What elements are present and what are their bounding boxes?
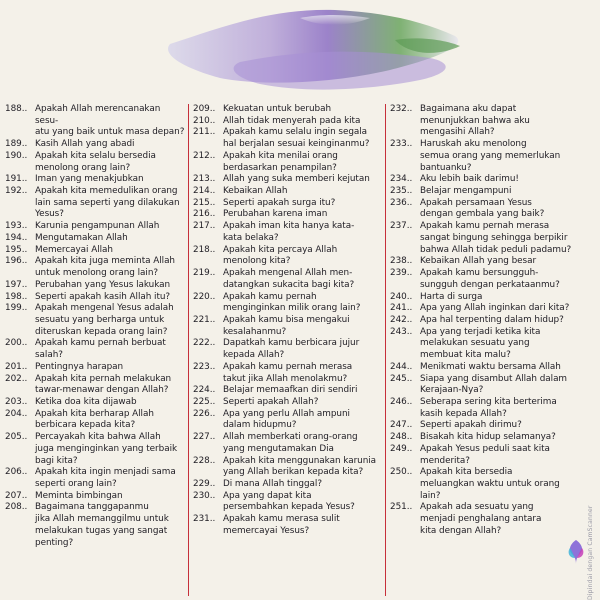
question-text: Allah memberkati orang-orang yang mengutamakan Dia — [223, 432, 358, 454]
question-number: 203.. — [5, 396, 28, 407]
question-number: 240.. — [390, 291, 413, 302]
question-number: 242.. — [390, 314, 413, 325]
question-number: 194.. — [5, 232, 28, 243]
question-item — [390, 292, 586, 304]
question-number: 238.. — [390, 256, 413, 267]
question-text: Seperti apakah kasih Allah itu? — [35, 291, 171, 302]
question-text: Memercayai Allah — [35, 244, 113, 255]
question-number: 202.. — [5, 373, 28, 384]
question-item — [390, 420, 586, 432]
question-item — [5, 151, 186, 174]
question-item — [5, 362, 186, 374]
question-number: 222.. — [193, 338, 216, 349]
question-number: 235.. — [390, 186, 413, 197]
question-number: 197.. — [5, 279, 28, 290]
question-number: 210.. — [193, 115, 216, 126]
question-text: Di mana Allah tinggal? — [223, 479, 322, 489]
question-item — [193, 245, 381, 268]
question-text: Apakah kita bersedia meluangkan waktu untuk orang lain? — [420, 467, 560, 501]
question-item — [5, 104, 186, 139]
question-number: 224.. — [193, 385, 216, 396]
question-item — [193, 104, 381, 116]
question-number: 234.. — [390, 174, 413, 185]
question-text: Apakah kita juga meminta Allah untuk menolong orang lain? — [35, 256, 175, 279]
question-item — [193, 385, 381, 397]
question-number: 211.. — [193, 127, 216, 138]
question-item — [193, 338, 381, 361]
question-number: 188.. — [5, 104, 28, 114]
question-text: Perubahan yang Yesus lakukan — [35, 279, 171, 290]
question-text: Apakah kamu pernah berbuat salah? — [35, 338, 166, 361]
question-number: 195.. — [5, 244, 28, 255]
question-number: 241.. — [390, 303, 413, 314]
question-text: Apakah mengenal Yesus adalah sesuatu yang berharga untuk diteruskan kepada orang lain? — [35, 303, 174, 337]
question-item — [193, 151, 381, 174]
question-text: Seperti apakah surga itu? — [223, 197, 336, 208]
question-item — [5, 186, 186, 221]
question-number: 200.. — [5, 338, 28, 349]
camscanner-logo-icon — [566, 538, 586, 566]
question-item — [390, 327, 586, 362]
question-item — [390, 174, 586, 186]
question-text: Apa yang Allah inginkan dari kita? — [420, 303, 570, 314]
question-text: Apa hal terpenting dalam hidup? — [420, 314, 564, 325]
question-item — [5, 409, 186, 432]
question-text: Meminta bimbingan — [35, 490, 123, 501]
question-item — [390, 139, 586, 174]
question-text: Apakah kamu bersungguh- sungguh dengan perkataanmu? — [420, 268, 560, 290]
question-number: 190.. — [5, 150, 28, 161]
question-item — [390, 467, 586, 502]
question-number: 207.. — [5, 490, 28, 501]
question-text: Apa yang perlu Allah ampuni dalam hidupmu? — [223, 408, 350, 431]
question-number: 236.. — [390, 197, 413, 208]
question-text: Dapatkah kamu berbicara jujur kepada Allah? — [223, 338, 360, 361]
question-item — [5, 245, 186, 257]
question-number: 229.. — [193, 479, 216, 489]
question-text: Seperti apakah Allah? — [223, 396, 319, 407]
question-number: 230.. — [193, 490, 216, 501]
question-item — [193, 127, 381, 150]
question-number: 216.. — [193, 209, 216, 220]
question-item — [390, 256, 586, 268]
question-item — [193, 397, 381, 409]
question-number: 196.. — [5, 256, 28, 267]
question-number: 198.. — [5, 291, 28, 302]
question-item — [390, 362, 586, 374]
question-text: Apakah kita percaya Allah menolong kita? — [223, 244, 338, 267]
question-item — [5, 397, 186, 409]
question-text: Percayakah kita bahwa Allah juga menginginkan yang terbaik bagi kita? — [35, 432, 178, 466]
question-item — [5, 491, 186, 503]
question-item — [5, 280, 186, 292]
question-number: 249.. — [390, 443, 413, 454]
question-text: Apakah mengenal Allah men- datangkan sukacita bagi kita? — [223, 268, 355, 290]
question-text: Bisakah kita hidup selamanya? — [420, 432, 556, 443]
question-item — [5, 374, 186, 397]
question-text: Apakah kamu pernah merasa takut jika Allah menolakmu? — [223, 361, 353, 384]
question-item — [5, 221, 186, 233]
question-text: Allah tidak menyerah pada kita — [223, 115, 361, 126]
header-illustration — [0, 0, 600, 100]
question-number: 201.. — [5, 361, 28, 372]
question-text: Iman yang menakjubkan — [35, 174, 144, 185]
question-text: Apakah kita memedulikan orang lain sama seperti yang dilakukan Yesus? — [35, 186, 180, 220]
question-item — [390, 221, 586, 256]
question-text: Apakah kita selalu bersedia menolong orang lain? — [35, 150, 156, 173]
question-item — [193, 491, 381, 514]
question-text: Apa yang terjadi ketika kita melakukan sesuatu yang membuat kita malu? — [420, 326, 541, 361]
question-number: 219.. — [193, 268, 216, 279]
question-text: Harta di surga — [420, 291, 483, 302]
question-number: 214.. — [193, 186, 216, 197]
question-item — [5, 233, 186, 245]
question-text: Apakah kita pernah melakukan tawar-menawar dengan Allah? — [35, 373, 172, 396]
question-number: 212.. — [193, 150, 216, 161]
question-item — [390, 303, 586, 315]
question-number: 239.. — [390, 268, 413, 279]
question-text: Apakah kamu pernah merasa sangat bingung sehingga berpikir bahwa Allah tidak peduli padamu? — [420, 221, 572, 255]
question-text: Apakah kita berharap Allah berbicara kepada kita? — [35, 408, 154, 431]
question-text: Apakah Allah merencanakan sesu- atu yang baik untuk masa depan? — [35, 104, 185, 138]
question-column-3 — [390, 104, 586, 596]
question-item — [390, 198, 586, 221]
question-text: Apa yang dapat kita persembahkan kepada Yesus? — [223, 490, 355, 513]
question-item — [390, 186, 586, 198]
question-item — [193, 456, 381, 479]
question-number: 227.. — [193, 432, 216, 443]
question-number: 248.. — [390, 432, 413, 443]
question-number: 232.. — [390, 104, 413, 114]
question-text: Karunia pengampunan Allah — [35, 221, 160, 232]
question-text: Apakah kita menggunakan karunia yang Allah berikan kepada kita? — [223, 455, 377, 478]
question-text: Apakah kamu merasa sulit memercayai Yesus? — [223, 514, 340, 536]
question-number: 192.. — [5, 186, 28, 197]
question-text: Mengutamakan Allah — [35, 232, 128, 243]
question-number: 217.. — [193, 221, 216, 232]
question-item — [193, 186, 381, 198]
question-number: 244.. — [390, 361, 413, 372]
question-text: Menikmati waktu bersama Allah — [420, 361, 561, 372]
question-item — [390, 268, 586, 291]
question-item — [193, 514, 381, 537]
question-text: Siapa yang disambut Allah dalam Kerajaan-Nya? — [420, 373, 568, 396]
question-number: 226.. — [193, 408, 216, 419]
question-item — [193, 268, 381, 291]
question-text: Bagaimana aku dapat menunjukkan bahwa aku mengasihi Allah? — [420, 104, 530, 138]
column-divider — [385, 104, 386, 596]
question-number: 218.. — [193, 244, 216, 255]
question-item — [390, 374, 586, 397]
question-item — [5, 338, 186, 361]
question-item — [5, 139, 186, 151]
question-number: 233.. — [390, 139, 413, 150]
question-number: 237.. — [390, 221, 413, 232]
question-text: Pentingnya harapan — [35, 361, 124, 372]
question-text: Apakah iman kita hanya kata- kata belaka? — [223, 221, 355, 243]
question-item — [390, 397, 586, 420]
question-number: 228.. — [193, 455, 216, 466]
question-number: 199.. — [5, 303, 28, 314]
question-number: 208.. — [5, 502, 28, 513]
question-text: Kebaikan Allah yang besar — [420, 256, 537, 267]
question-item — [5, 256, 186, 279]
question-number: 215.. — [193, 197, 216, 208]
question-number: 231.. — [193, 514, 216, 525]
question-item — [193, 409, 381, 432]
question-text: Perubahan karena iman — [223, 209, 328, 220]
question-text: Apakah Yesus peduli saat kita menderita? — [420, 443, 550, 466]
question-number: 204.. — [5, 408, 28, 419]
question-number: 245.. — [390, 373, 413, 384]
question-number: 250.. — [390, 467, 413, 478]
question-text: Belajar memaafkan diri sendiri — [223, 385, 358, 396]
question-text: Kebaikan Allah — [223, 186, 288, 197]
question-text: Allah yang suka memberi kejutan — [223, 174, 370, 185]
question-number: 189.. — [5, 139, 28, 150]
question-number: 213.. — [193, 174, 216, 185]
question-column-1 — [5, 104, 186, 596]
question-item — [193, 221, 381, 244]
question-number: 205.. — [5, 432, 28, 443]
column-divider — [188, 104, 189, 596]
question-text: Apakah kamu bisa mengakui kesalahanmu? — [223, 314, 350, 337]
question-text: Kasih Allah yang abadi — [35, 139, 135, 150]
question-text: Aku lebih baik darimu! — [420, 174, 519, 185]
question-item — [5, 174, 186, 186]
question-item — [193, 479, 381, 491]
question-item — [5, 292, 186, 304]
question-text: Apakah kamu pernah menginginkan milik orang lain? — [223, 291, 361, 314]
question-text: Apakah kita menilai orang berdasarkan penampilan? — [223, 150, 338, 173]
question-text: Apakah ada sesuatu yang menjadi penghalang antara kita dengan Allah? — [420, 502, 542, 536]
question-item — [5, 467, 186, 490]
question-item — [390, 502, 586, 537]
question-item — [193, 116, 381, 128]
question-item — [193, 174, 381, 186]
question-text: Kekuatan untuk berubah — [223, 104, 332, 114]
question-column-2 — [193, 104, 381, 596]
question-number: 191.. — [5, 174, 28, 185]
question-item — [193, 292, 381, 315]
question-number: 221.. — [193, 314, 216, 325]
question-text: Apakah persamaan Yesus dengan gembala yang baik? — [420, 197, 545, 220]
question-item — [390, 315, 586, 327]
question-text: Bagaimana tanggapanmu jika Allah memanggilmu untuk melakukan tugas yang sangat penting? — [35, 502, 169, 548]
question-number: 225.. — [193, 396, 216, 407]
question-number: 193.. — [5, 221, 28, 232]
question-item — [5, 502, 186, 549]
question-number: 243.. — [390, 326, 413, 337]
scanner-watermark: Dipindai dengan CamScanner — [587, 505, 594, 600]
question-number: 246.. — [390, 396, 413, 407]
question-text: Seperti apakah dirimu? — [420, 420, 522, 431]
question-text: Ketika doa kita dijawab — [35, 396, 137, 407]
question-item — [390, 432, 586, 444]
question-item — [5, 303, 186, 338]
question-item — [5, 432, 186, 467]
question-text: Apakah kamu selalu ingin segala hal berjalan sesuai keinginanmu? — [223, 127, 370, 150]
question-number: 209.. — [193, 104, 216, 114]
question-number: 220.. — [193, 291, 216, 302]
question-text: Belajar mengampuni — [420, 186, 512, 197]
question-item — [193, 432, 381, 455]
question-item — [193, 315, 381, 338]
question-item — [390, 104, 586, 139]
question-item — [193, 198, 381, 210]
question-item — [390, 444, 586, 467]
question-text: Seberapa sering kita berterima kasih kepada Allah? — [420, 396, 557, 419]
question-text: Apakah kita ingin menjadi sama seperti orang lain? — [35, 467, 176, 489]
question-text: Haruskah aku menolong semua orang yang memerlukan bantuanku? — [420, 139, 561, 173]
question-number: 251.. — [390, 502, 413, 513]
question-number: 206.. — [5, 467, 28, 478]
question-item — [193, 362, 381, 385]
question-number: 247.. — [390, 420, 413, 431]
question-number: 223.. — [193, 361, 216, 372]
question-item — [193, 209, 381, 221]
